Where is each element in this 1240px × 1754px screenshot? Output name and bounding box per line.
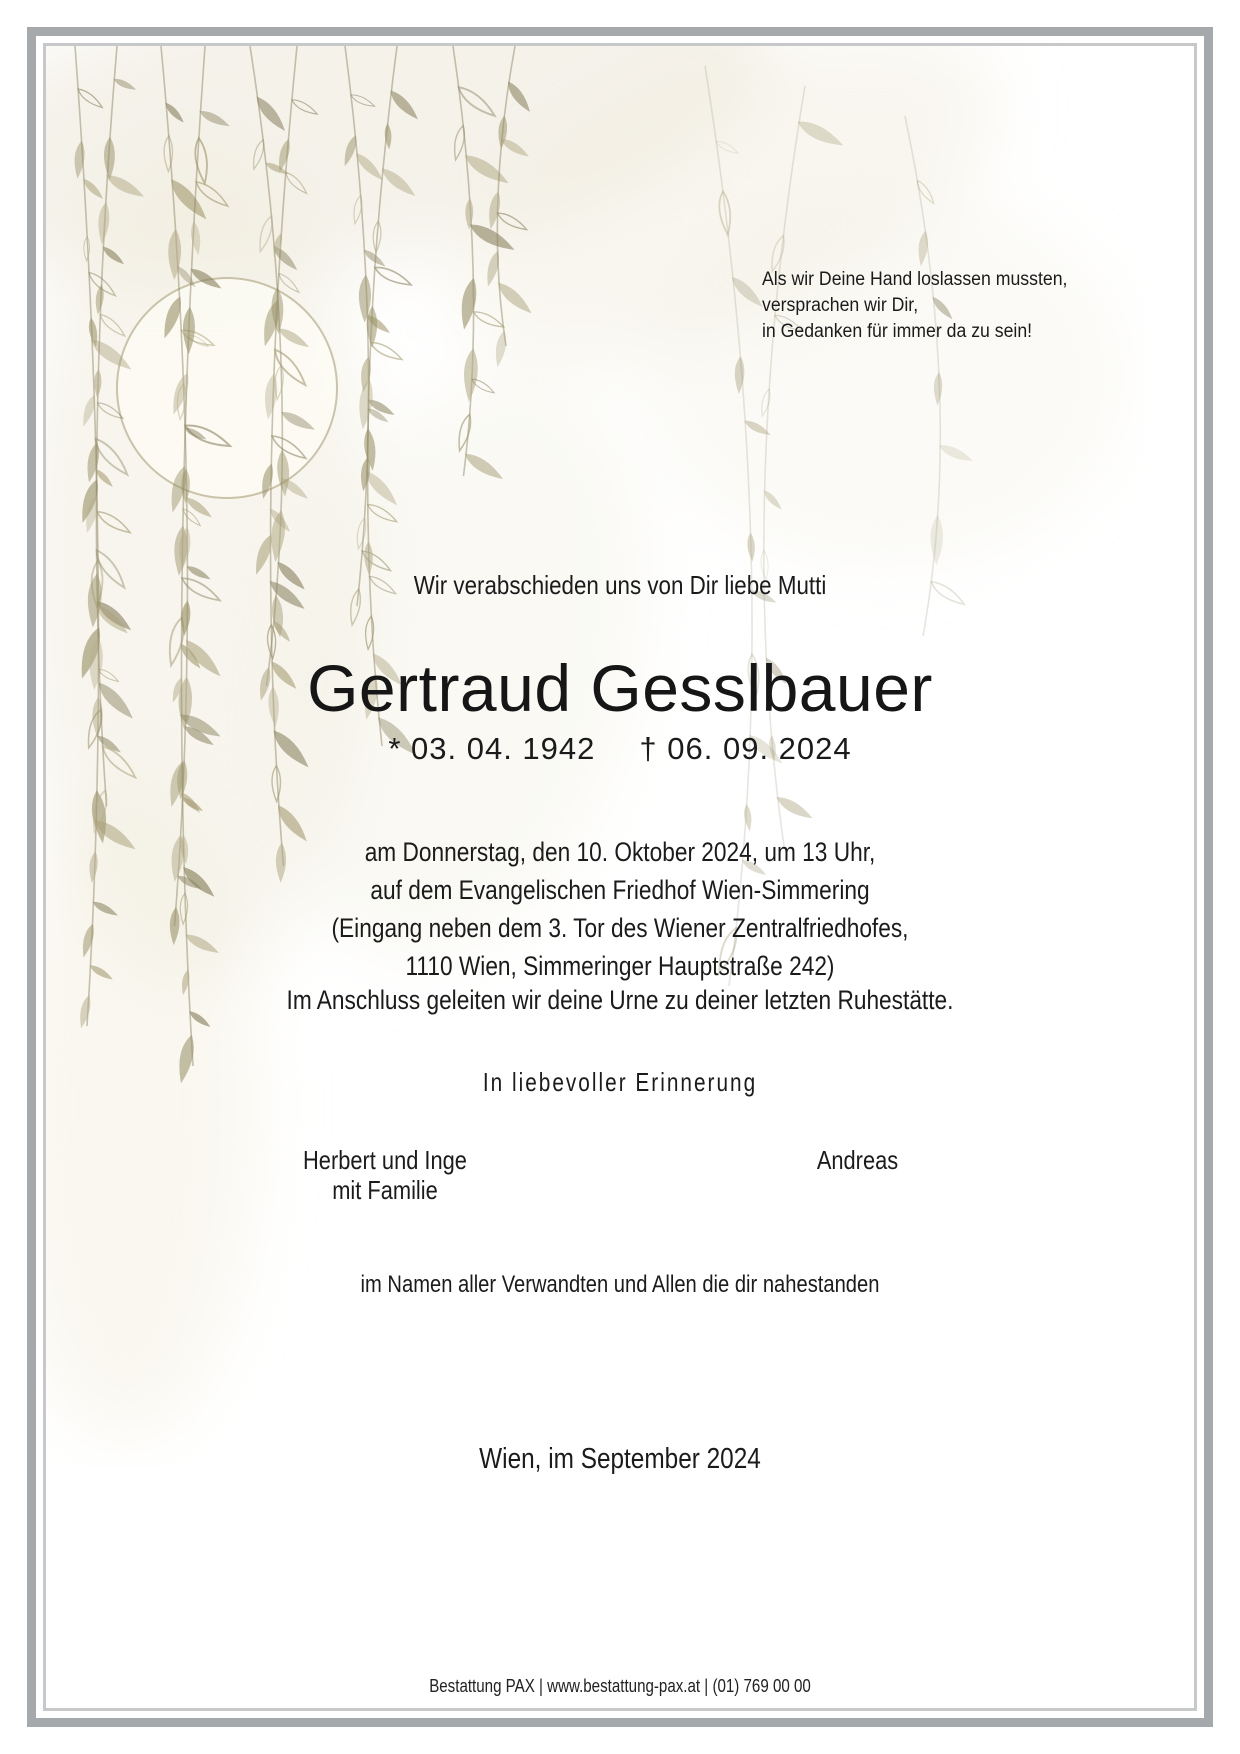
quote-line: versprachen wir Dir, <box>762 295 919 316</box>
place-date-line: Wien, im September 2024 <box>479 1443 761 1475</box>
ceremony-line: auf dem Evangelischen Friedhof Wien-Simmering <box>370 875 870 905</box>
ceremony-line: am Donnerstag, den 10. Oktober 2024, um 13 Uhr, <box>364 837 876 867</box>
ceremony-line: 1110 Wien, Simmeringer Hauptstraße 242) <box>405 951 835 981</box>
quote-line: in Gedanken für immer da zu sein! <box>762 321 1033 342</box>
deceased-name: Gertraud Gesslbauer <box>307 651 933 725</box>
mourner-line: Herbert und Inge <box>303 1145 467 1175</box>
ceremony-line: (Eingang neben dem 3. Tor des Wiener Zentralfriedhofes, <box>331 913 909 943</box>
memorial-quote <box>762 267 1067 345</box>
funeral-home-footer: Bestattung PAX | www.bestattung-pax.at | (01) 769 00 00 <box>429 1676 811 1696</box>
ceremony-details <box>99 833 1141 985</box>
mourners-left <box>272 1145 499 1205</box>
death-date: † 06. 09. 2024 <box>639 731 852 766</box>
farewell-line: Wir verabschieden uns von Dir liebe Mutti <box>413 570 827 600</box>
mourners-right <box>784 1145 931 1175</box>
life-dates <box>0 731 1240 767</box>
mourner-line: Andreas <box>816 1145 899 1175</box>
moon-circle <box>117 278 337 498</box>
quote-line: Als wir Deine Hand loslassen mussten, <box>762 269 1068 290</box>
remembrance-heading: In liebevoller Erinnerung <box>482 1067 758 1097</box>
birth-date: * 03. 04. 1942 <box>388 731 596 766</box>
ceremony-note: Im Anschluss geleiten wir deine Urne zu deiner letzten Ruhestätte. <box>286 985 954 1015</box>
mourner-line: mit Familie <box>332 1175 438 1205</box>
closing-line: im Namen aller Verwandten und Allen die dir nahestanden <box>360 1271 880 1298</box>
